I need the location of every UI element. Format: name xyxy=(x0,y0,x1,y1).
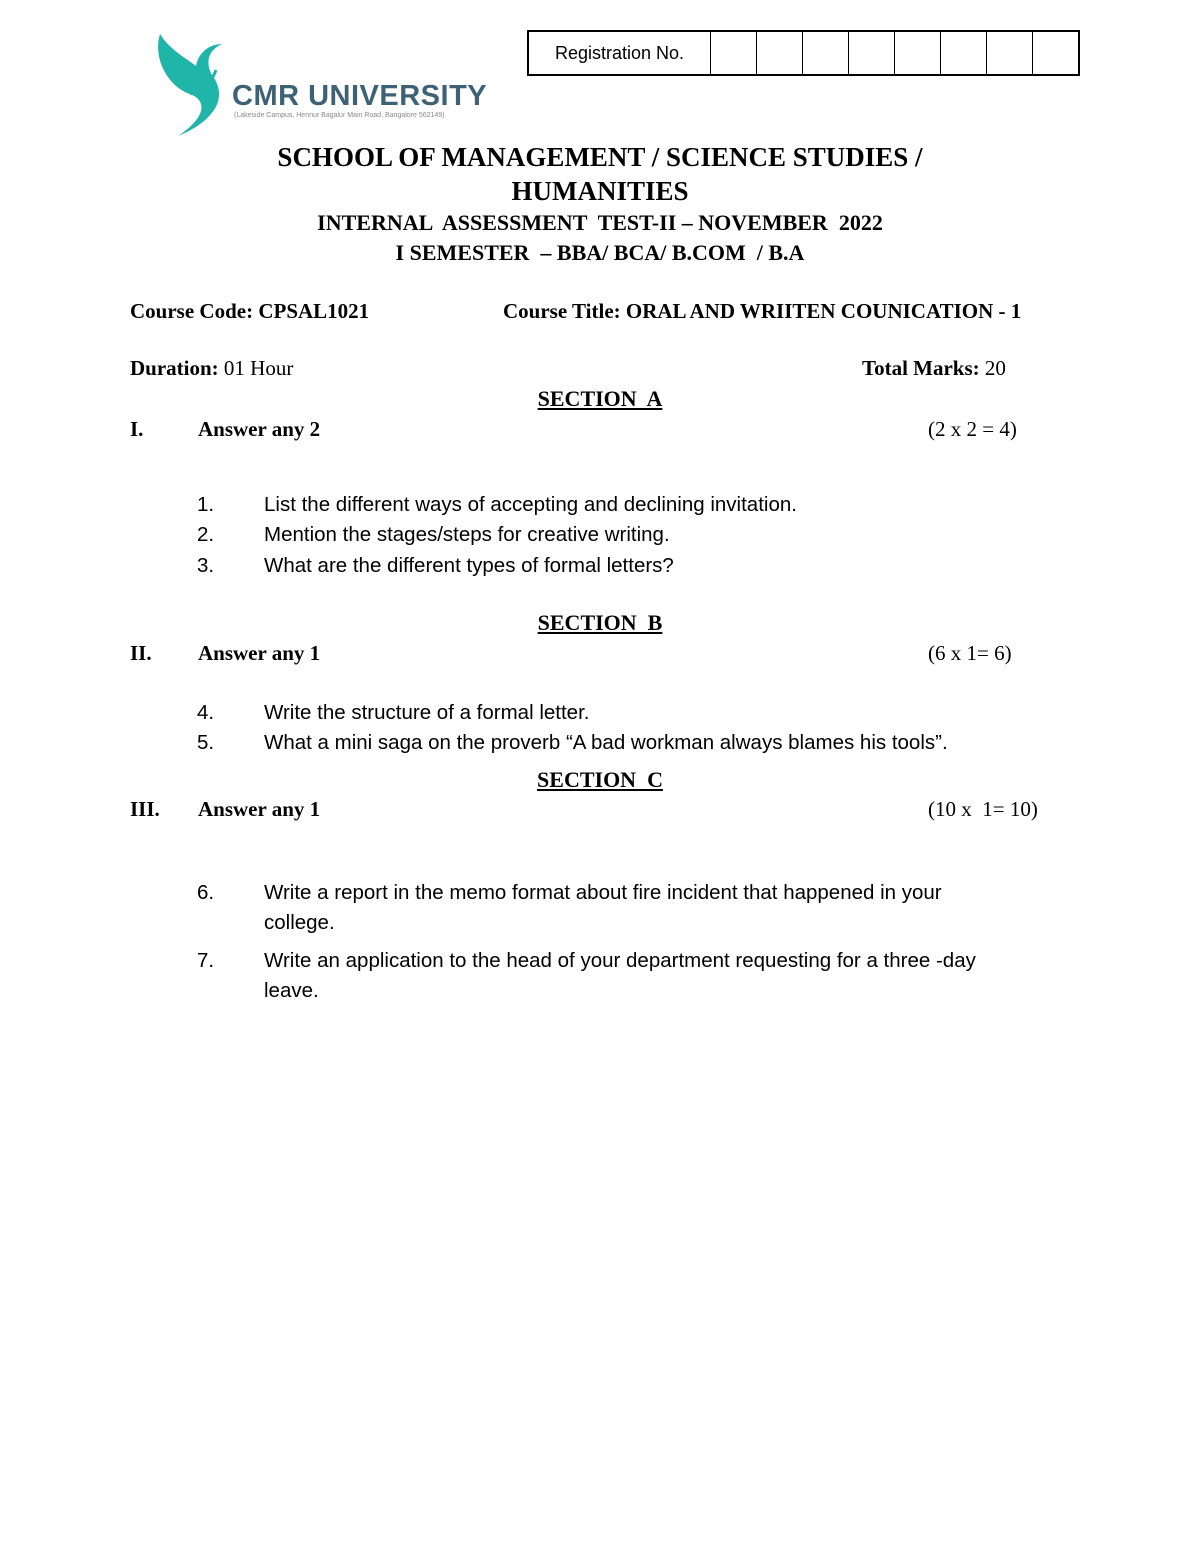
university-name: CMR UNIVERSITY xyxy=(232,80,488,112)
question-text-continued: college. xyxy=(264,911,335,934)
course-title xyxy=(503,299,1021,324)
total-marks-value: 20 xyxy=(984,356,1006,380)
course-code-label: Course Code: xyxy=(130,299,254,323)
question-number: 7. xyxy=(197,949,215,972)
course-code xyxy=(130,299,369,324)
course-title-label: Course Title: xyxy=(503,299,621,323)
registration-cell[interactable] xyxy=(895,32,941,74)
question-number: 5. xyxy=(197,731,215,754)
question-number: 4. xyxy=(197,701,215,724)
duration-value: 01 Hour xyxy=(223,356,294,380)
section-a-instruction: Answer any 2 xyxy=(198,417,321,441)
question-number: 2. xyxy=(197,523,215,546)
section-c-instruction: Answer any 1 xyxy=(198,797,321,821)
question-number: 1. xyxy=(197,493,215,516)
section-b-title: SECTION B xyxy=(537,610,663,635)
course-code-value: CPSAL1021 xyxy=(258,299,370,323)
section-a-marks: (2 x 2 = 4) xyxy=(928,417,1017,441)
question-text: List the different ways of accepting and declining invitation. xyxy=(264,493,797,516)
section-c-title: SECTION C xyxy=(537,767,663,792)
total-marks xyxy=(862,356,1006,381)
question-number: 6. xyxy=(197,881,215,904)
registration-cell[interactable] xyxy=(1033,32,1078,74)
question-text: What are the different types of formal letters? xyxy=(264,554,674,577)
total-marks-label: Total Marks: xyxy=(862,356,980,380)
course-title-value: ORAL AND WRIITEN COUNICATION - 1 xyxy=(625,299,1022,323)
section-b-marks: (6 x 1= 6) xyxy=(928,641,1012,665)
section-a-roman: I. xyxy=(130,417,144,441)
section-a-title: SECTION A xyxy=(537,386,663,411)
question-text: What a mini saga on the proverb “A bad workman always blames his tools”. xyxy=(264,731,948,754)
duration xyxy=(130,356,293,381)
registration-cell[interactable] xyxy=(941,32,987,74)
question-text: Write a report in the memo format about fire incident that happened in your xyxy=(264,881,942,904)
registration-cell[interactable] xyxy=(711,32,757,74)
section-b-roman: II. xyxy=(130,641,152,665)
school-title-line2: HUMANITIES xyxy=(511,176,689,206)
registration-cell[interactable] xyxy=(987,32,1033,74)
registration-label: Registration No. xyxy=(529,32,711,74)
registration-cell[interactable] xyxy=(849,32,895,74)
section-b-instruction: Answer any 1 xyxy=(198,641,321,665)
registration-number-box xyxy=(527,30,1080,76)
section-c-roman: III. xyxy=(130,797,160,821)
school-title-line1: SCHOOL OF MANAGEMENT / SCIENCE STUDIES / xyxy=(277,142,923,172)
section-c-marks: (10 x 1= 10) xyxy=(928,797,1038,821)
registration-cell[interactable] xyxy=(803,32,849,74)
test-title: INTERNAL ASSESSMENT TEST-II – NOVEMBER 2022 xyxy=(317,210,883,235)
question-text: Write the structure of a formal letter. xyxy=(264,701,590,724)
semester-title: I SEMESTER – BBA/ BCA/ B.COM / B.A xyxy=(395,240,805,265)
registration-cell[interactable] xyxy=(757,32,803,74)
question-text: Mention the stages/steps for creative writing. xyxy=(264,523,670,546)
question-number: 3. xyxy=(197,554,215,577)
question-text: Write an application to the head of your department requesting for a three -day xyxy=(264,949,976,972)
question-text-continued: leave. xyxy=(264,979,319,1002)
duration-label: Duration: xyxy=(130,356,219,380)
university-tagline: (Lakeside Campus, Hennur Bagalur Main Road, Bangalore 562149) xyxy=(234,112,445,119)
